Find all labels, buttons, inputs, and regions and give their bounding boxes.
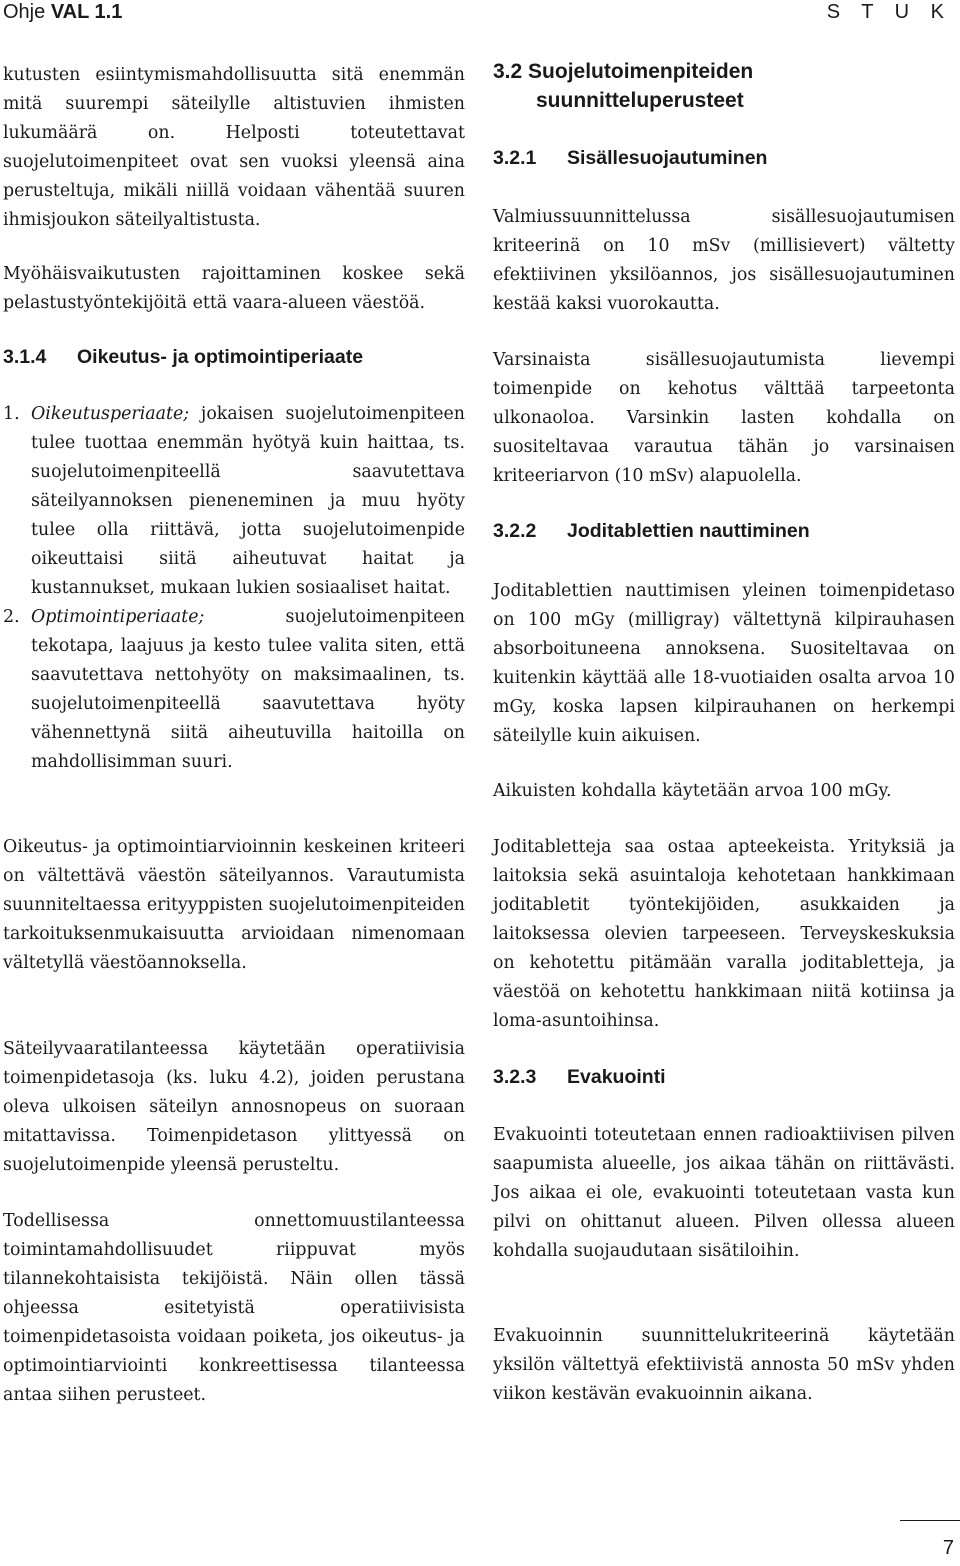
- running-header-left: [3, 0, 122, 24]
- footer-rule: [900, 1520, 960, 1521]
- section-heading-3-1-4: [3, 343, 465, 372]
- section-heading-3-2-2: [493, 517, 955, 546]
- section-number: 3.1.4: [3, 346, 47, 368]
- list-marker: 1.: [3, 404, 20, 424]
- section-number: 3.2.2: [493, 520, 537, 542]
- paragraph: Joditablettien nauttimisen yleinen toimenpidetaso on 100 mGy (milligray) vältettynä kilpirauhasen absorboituneena annoksena. Suositeltavaa on kuitenkin käyttää alle 18-vuotiaiden osalta arvoa 10 mGy, koska lapsen kilpirauhanen on herkempi säteilylle kuin aikuisen.: [493, 581, 955, 746]
- guide-code: VAL 1.1: [50, 1, 123, 23]
- list-marker: 2.: [3, 607, 20, 627]
- section-heading-3-2-3: [493, 1063, 955, 1092]
- section-heading-3-2: [493, 57, 955, 115]
- section-title: Sisällesuojautuminen: [567, 147, 768, 169]
- paragraph: Evakuoinnin suunnittelukriteerinä käytetään yksilön vältettyä efektiivistä annosta 50 mSv yhden viikon kestävän evakuoinnin aikana.: [493, 1326, 955, 1404]
- section-number: 3.2.1: [493, 147, 537, 169]
- list-text: jokaisen suojelutoimenpiteen tulee tuottaa enemmän hyötyä kuin haittaa, ts. suojelutoimenpiteellä saavutettava säteilyannoksen pieneneminen ja muu hyöty tulee olla riittävä, jotta suojelutoimenpide oikeuttaisi siitä aiheutuvat haitat ja kustannukset, mukaan lukien sosiaaliset haitat.: [31, 404, 465, 598]
- paragraph: Evakuointi toteutetaan ennen radioaktiivisen pilven saapumista alueelle, jos aikaa tähän on riittävästi. Jos aikaa ei ole, evakuointi toteutetaan vasta kun pilvi on ohittanut alueen. Pilven ollessa alueen kohdalla suojaudutaan sisätiloihin.: [493, 1125, 955, 1261]
- list-term: Oikeutusperiaate;: [31, 404, 190, 424]
- paragraph: kutusten esiintymismahdollisuutta sitä enemmän mitä suurempi säteilylle altistuvien ihmisten lukumäärä on. Helposti toteutettavat suojelutoimenpiteet ovat sen vuoksi yleensä aina perusteltuja, mikäli niillä voidaan vähentää suuren ihmisjoukon säteilyaltistusta.: [3, 65, 465, 230]
- section-title-line2: suunnitteluperusteet: [536, 89, 744, 112]
- section-title: Joditablettien nauttiminen: [567, 520, 810, 542]
- paragraph: Todellisessa onnettomuustilanteessa toimintamahdollisuudet riippuvat myös tilannekohtaisista tekijöistä. Näin ollen tässä ohjeessa esitetyistä operatiivisista toimenpidetasoista voidaan poiketa, jos oikeutus- ja optimointiarviointi konkreettisessa tilanteessa antaa siihen perusteet.: [3, 1211, 465, 1405]
- paragraph: Valmiussuunnittelussa sisällesuojautumisen kriteerinä on 10 mSv (millisievert) vältetty efektiivinen yksilöannos, jos sisällesuojautuminen kestää kaksi vuorokautta.: [493, 207, 955, 314]
- list-term: Optimointiperiaate;: [31, 607, 205, 627]
- paragraph: Oikeutus- ja optimointiarvioinnin keskeinen kriteeri on vältettävä väestön säteilyannos. Varautumista suunniteltaessa erityyppisten suojelutoimenpiteiden tarkoituksenmukaisuutta arvioidaan nimenomaan vältetyllä väestöannoksella.: [3, 837, 465, 973]
- paragraph: Joditabletteja saa ostaa apteekeista. Yrityksiä ja laitoksia sekä asuintaloja kehotetaan hankkimaan joditabletit työntekijöiden, asukkaiden ja laitoksessa olevien tarpeeseen. Terveyskeskuksia on kehotettu pitämään varalla joditabletteja, ja väestöä on kehotettu hankkimaan niitä kotiinsa ja loma-asuntoihinsa.: [493, 837, 955, 1031]
- section-number: 3.2: [493, 60, 523, 83]
- paragraph: Myöhäisvaikutusten rajoittaminen koskee sekä pelastustyöntekijöitä että vaara-alueen väestöä.: [3, 264, 465, 313]
- paragraph: Varsinaista sisällesuojautumista lievempi toimenpide on kehotus välttää tarpeetonta ulkonaoloa. Varsinkin lasten kohdalla on suositeltavaa varautua tähän jo varsinaisen kriteeriarvon (10 mSv) alapuolella.: [493, 350, 955, 486]
- list-item: [3, 603, 465, 777]
- list-item: [3, 400, 465, 603]
- section-title-line1: Suojelutoimenpiteiden: [528, 60, 754, 83]
- paragraph: Säteilyvaaratilanteessa käytetään operatiivisia toimenpidetasoja (ks. luku 4.2), joiden perustana oleva ulkoisen säteilyn annosnopeus on suoraan mitattavissa. Toimenpidetason ylittyessä on suojelutoimenpide yleensä perusteltu.: [3, 1039, 465, 1175]
- list-text: suojelutoimenpiteen tekotapa, laajuus ja kesto tulee valita siten, että saavutettava nettohyöty on maksimaalinen, ts. suojelutoimenpiteellä saavutettava hyöty vähennettynä siitä aiheutuvilla haitoilla on mahdollisimman suuri.: [31, 607, 465, 772]
- publisher-logo-text: S T U K: [826, 1, 952, 23]
- guide-label: Ohje: [3, 1, 46, 23]
- section-title: Oikeutus- ja optimointiperiaate: [77, 346, 364, 368]
- section-title: Evakuointi: [567, 1066, 666, 1088]
- section-heading-3-2-1: [493, 144, 955, 173]
- paragraph: Aikuisten kohdalla käytetään arvoa 100 mGy.: [493, 781, 892, 801]
- principles-list: [3, 400, 465, 777]
- section-number: 3.2.3: [493, 1066, 537, 1088]
- page-number: 7: [942, 1537, 954, 1559]
